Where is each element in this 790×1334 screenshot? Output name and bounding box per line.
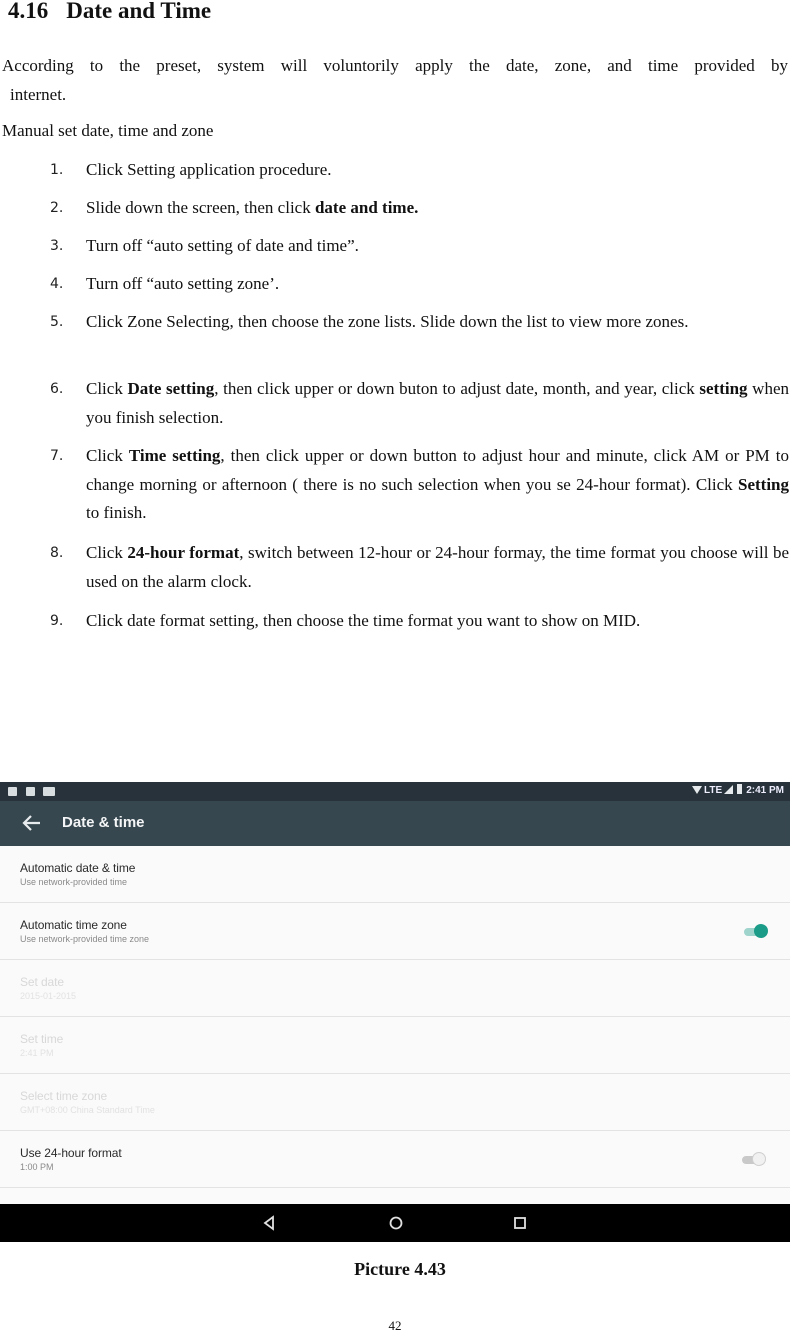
status-time: 2:41 PM bbox=[746, 785, 784, 796]
automatic-time-zone-switch[interactable] bbox=[742, 921, 768, 941]
setting-subtitle: 1:00 PM bbox=[20, 1162, 54, 1172]
step-bold-text: Time setting bbox=[128, 446, 221, 465]
use-24-hour-format-switch[interactable] bbox=[740, 1149, 766, 1169]
setting-use-24-hour-format[interactable] bbox=[0, 1131, 790, 1188]
setting-automatic-time-zone[interactable] bbox=[0, 903, 790, 960]
setting-set-date[interactable] bbox=[0, 960, 790, 1017]
step-bold-text: Date setting bbox=[127, 379, 215, 398]
section-heading bbox=[8, 0, 211, 24]
section-title: Date and Time bbox=[66, 0, 212, 23]
setting-subtitle: Use network-provided time zone bbox=[20, 934, 150, 944]
device-screenshot bbox=[0, 782, 790, 1242]
page-number: 42 bbox=[388, 1318, 402, 1333]
step-4 bbox=[0, 270, 790, 299]
step-2 bbox=[0, 194, 790, 223]
status-bar bbox=[0, 782, 790, 801]
setting-select-time-zone[interactable] bbox=[0, 1074, 790, 1131]
intro-line-1: According to the preset, system will voluntorily apply the date, zone, and time provided by bbox=[2, 56, 788, 75]
step-text: Turn off “auto setting zone’. bbox=[86, 274, 280, 293]
step-8 bbox=[0, 539, 790, 596]
step-number: 2. bbox=[50, 200, 64, 216]
step-number: 3. bbox=[50, 238, 64, 254]
app-bar-title: Date & time bbox=[62, 814, 145, 831]
network-type: LTE bbox=[704, 785, 723, 796]
message-icon bbox=[43, 787, 55, 796]
notification-icon bbox=[8, 787, 17, 796]
step-bold-text: 24-hour format bbox=[127, 543, 240, 562]
step-number: 9. bbox=[50, 613, 64, 629]
step-3 bbox=[0, 232, 790, 261]
step-7 bbox=[0, 442, 790, 528]
step-text: , switch between 12-hour or 24-hour formay, the time format you choose will be used on the alarm clock. bbox=[86, 543, 789, 591]
recents-square-icon[interactable] bbox=[512, 1215, 528, 1231]
setting-title: Use 24-hour format bbox=[20, 1146, 122, 1160]
arrow-left-icon[interactable] bbox=[20, 813, 42, 833]
switch-thumb bbox=[754, 924, 768, 938]
setting-set-time[interactable] bbox=[0, 1017, 790, 1074]
step-number: 7. bbox=[50, 448, 64, 464]
setting-automatic-date-time[interactable] bbox=[0, 846, 790, 903]
step-1 bbox=[0, 156, 790, 185]
step-6 bbox=[0, 375, 790, 432]
figure-caption: Picture 4.43 bbox=[354, 1259, 446, 1279]
step-text: Turn off “auto setting of date and time”. bbox=[86, 236, 359, 255]
setting-subtitle: 2015-01-2015 bbox=[20, 991, 77, 1001]
setting-title: Automatic date & time bbox=[20, 861, 136, 875]
back-triangle-icon[interactable] bbox=[261, 1215, 277, 1231]
intro-line-2: internet. bbox=[10, 85, 67, 104]
signal-icon bbox=[724, 785, 733, 794]
home-circle-icon[interactable] bbox=[388, 1215, 404, 1231]
manual-heading: Manual set date, time and zone bbox=[2, 121, 214, 140]
navigation-bar bbox=[0, 1204, 790, 1242]
step-text: , then click upper or down button to adjust hour and minute, click AM or PM to change morning or afternoon ( there is no such selection when you se 24-hour format). Click bbox=[86, 446, 789, 494]
step-number: 5. bbox=[50, 314, 64, 330]
step-bold-text: setting bbox=[699, 379, 748, 398]
step-bold-text: date and time. bbox=[314, 198, 419, 217]
setting-subtitle: Use network-provided time bbox=[20, 877, 128, 887]
step-text: Slide down the screen, then click bbox=[86, 198, 315, 217]
step-text: Click Setting application procedure. bbox=[86, 160, 332, 179]
setting-title: Set time bbox=[20, 1032, 64, 1046]
step-9 bbox=[0, 607, 790, 636]
setting-title: Select time zone bbox=[20, 1089, 108, 1103]
sd-card-icon bbox=[26, 787, 35, 796]
step-text: Click bbox=[86, 543, 128, 562]
step-number: 4. bbox=[50, 276, 64, 292]
step-text: to finish. bbox=[86, 503, 147, 522]
section-number: 4.16 bbox=[8, 0, 49, 23]
step-bold-text: Setting bbox=[738, 474, 789, 494]
step-text: Click Zone Selecting, then choose the zone lists. Slide down the list to view more zones. bbox=[86, 312, 689, 331]
setting-title: Set date bbox=[20, 975, 64, 989]
step-number: 1. bbox=[50, 162, 64, 178]
wifi-icon bbox=[692, 786, 702, 794]
step-text: Click bbox=[86, 379, 128, 398]
step-text: when you finish selection. bbox=[86, 379, 789, 427]
step-5 bbox=[0, 308, 790, 337]
step-number: 8. bbox=[50, 545, 64, 561]
step-text: Click bbox=[86, 446, 129, 465]
battery-icon bbox=[737, 784, 742, 794]
step-number: 6. bbox=[50, 381, 64, 397]
status-right bbox=[692, 784, 784, 796]
setting-subtitle: 2:41 PM bbox=[20, 1048, 54, 1058]
app-bar bbox=[0, 801, 790, 846]
setting-title: Automatic time zone bbox=[20, 918, 127, 932]
switch-thumb bbox=[752, 1152, 766, 1166]
setting-subtitle: GMT+08:00 China Standard Time bbox=[20, 1105, 155, 1115]
step-text: , then click upper or down buton to adjust date, month, and year, click bbox=[214, 379, 700, 398]
step-text: Click date format setting, then choose the time format you want to show on MID. bbox=[86, 611, 641, 630]
